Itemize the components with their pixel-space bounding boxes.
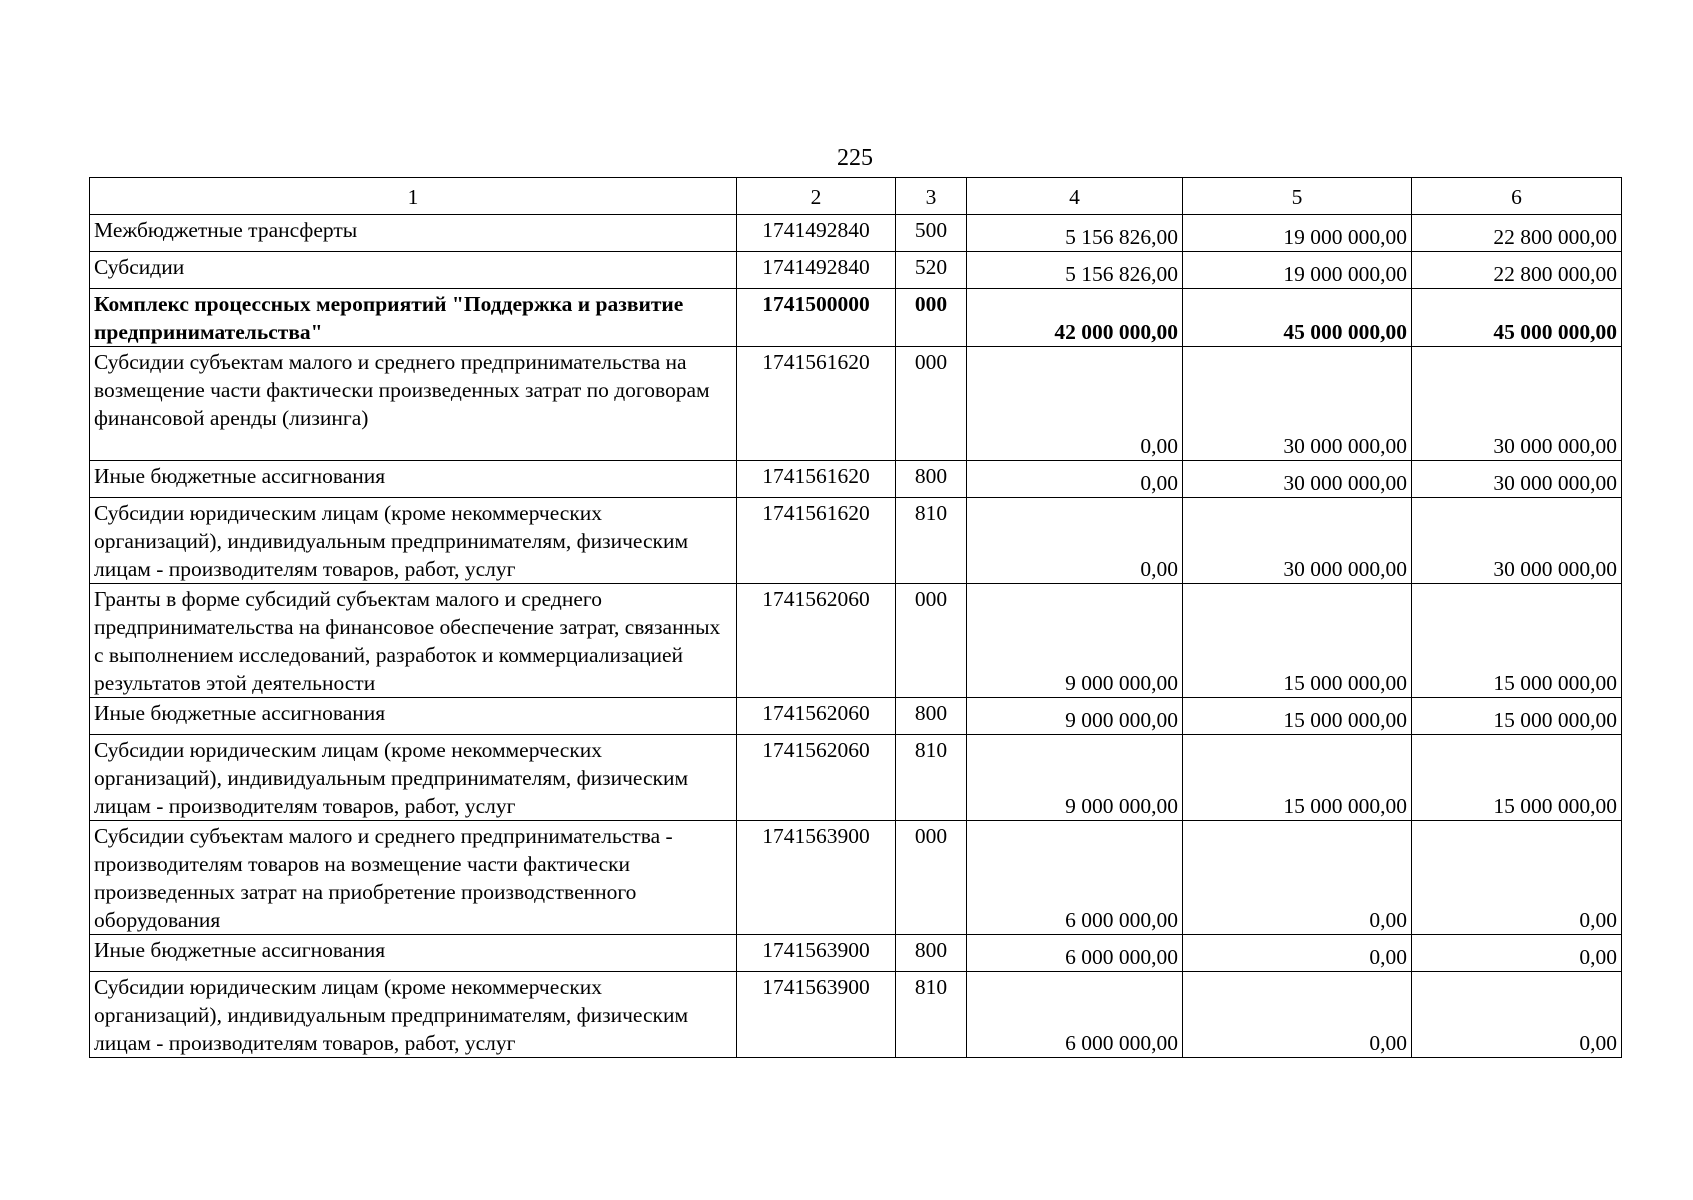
row-expense-type: 800 xyxy=(896,461,967,498)
table-row xyxy=(90,935,1622,972)
row-target-code: 1741562060 xyxy=(737,584,896,698)
row-expense-type: 810 xyxy=(896,735,967,821)
row-name: Субсидии субъектам малого и среднего предпринимательства на возмещение части фактически произведенных затрат по договорам финансовой аренды (лизинга) xyxy=(90,347,737,461)
row-value-col5: 30 000 000,00 xyxy=(1183,347,1412,461)
row-value-col4: 6 000 000,00 xyxy=(967,972,1183,1058)
row-value-col6: 30 000 000,00 xyxy=(1412,347,1622,461)
row-value-col6: 30 000 000,00 xyxy=(1412,461,1622,498)
row-value-col4: 42 000 000,00 xyxy=(967,289,1183,347)
row-expense-type: 520 xyxy=(896,252,967,289)
row-value-col5: 15 000 000,00 xyxy=(1183,584,1412,698)
row-name: Субсидии юридическим лицам (кроме некоммерческих организаций), индивидуальным предпринимателям, физическим лицам - производителям товаров, работ, услуг xyxy=(90,972,737,1058)
row-value-col5: 30 000 000,00 xyxy=(1183,498,1412,584)
row-target-code: 1741563900 xyxy=(737,935,896,972)
row-name: Иные бюджетные ассигнования xyxy=(90,461,737,498)
row-target-code: 1741561620 xyxy=(737,461,896,498)
row-value-col6: 22 800 000,00 xyxy=(1412,215,1622,252)
row-target-code: 1741563900 xyxy=(737,972,896,1058)
row-name: Субсидии xyxy=(90,252,737,289)
table-row xyxy=(90,461,1622,498)
row-value-col6: 15 000 000,00 xyxy=(1412,584,1622,698)
table-row xyxy=(90,498,1622,584)
row-value-col5: 0,00 xyxy=(1183,821,1412,935)
row-expense-type: 000 xyxy=(896,584,967,698)
table-row xyxy=(90,252,1622,289)
row-expense-type: 500 xyxy=(896,215,967,252)
row-expense-type: 800 xyxy=(896,935,967,972)
row-name: Субсидии юридическим лицам (кроме некоммерческих организаций), индивидуальным предпринимателям, физическим лицам - производителям товаров, работ, услуг xyxy=(90,735,737,821)
row-expense-type: 800 xyxy=(896,698,967,735)
row-value-col5: 15 000 000,00 xyxy=(1183,735,1412,821)
budget-table xyxy=(89,177,1622,1058)
row-value-col4: 0,00 xyxy=(967,498,1183,584)
row-value-col4: 6 000 000,00 xyxy=(967,935,1183,972)
row-value-col5: 15 000 000,00 xyxy=(1183,698,1412,735)
row-expense-type: 000 xyxy=(896,289,967,347)
row-value-col6: 0,00 xyxy=(1412,935,1622,972)
column-header-6: 6 xyxy=(1412,178,1622,215)
table-row-section xyxy=(90,289,1622,347)
row-value-col4: 9 000 000,00 xyxy=(967,735,1183,821)
row-target-code: 1741561620 xyxy=(737,347,896,461)
row-value-col4: 0,00 xyxy=(967,347,1183,461)
row-target-code: 1741562060 xyxy=(737,698,896,735)
column-header-2: 2 xyxy=(737,178,896,215)
row-name: Иные бюджетные ассигнования xyxy=(90,935,737,972)
row-value-col6: 45 000 000,00 xyxy=(1412,289,1622,347)
row-value-col6: 15 000 000,00 xyxy=(1412,698,1622,735)
row-name: Межбюджетные трансферты xyxy=(90,215,737,252)
row-value-col5: 0,00 xyxy=(1183,972,1412,1058)
row-name: Комплекс процессных мероприятий "Поддержка и развитие предпринимательства" xyxy=(90,289,737,347)
column-header-row xyxy=(90,178,1622,215)
table-row xyxy=(90,584,1622,698)
row-value-col5: 19 000 000,00 xyxy=(1183,215,1412,252)
row-target-code: 1741492840 xyxy=(737,215,896,252)
row-target-code: 1741562060 xyxy=(737,735,896,821)
row-target-code: 1741563900 xyxy=(737,821,896,935)
row-value-col5: 30 000 000,00 xyxy=(1183,461,1412,498)
row-value-col4: 9 000 000,00 xyxy=(967,698,1183,735)
row-expense-type: 000 xyxy=(896,347,967,461)
table-row xyxy=(90,821,1622,935)
page-number: 225 xyxy=(837,145,873,171)
table-row xyxy=(90,735,1622,821)
row-value-col4: 6 000 000,00 xyxy=(967,821,1183,935)
row-value-col5: 19 000 000,00 xyxy=(1183,252,1412,289)
table-row xyxy=(90,347,1622,461)
row-value-col6: 30 000 000,00 xyxy=(1412,498,1622,584)
row-value-col4: 0,00 xyxy=(967,461,1183,498)
row-name: Гранты в форме субсидий субъектам малого и среднего предпринимательства на финансовое обеспечение затрат, связанных с выполнением исследований, разработок и коммерциализацией результатов этой деятельности xyxy=(90,584,737,698)
column-header-4: 4 xyxy=(967,178,1183,215)
row-name: Субсидии юридическим лицам (кроме некоммерческих организаций), индивидуальным предпринимателям, физическим лицам - производителям товаров, работ, услуг xyxy=(90,498,737,584)
column-header-5: 5 xyxy=(1183,178,1412,215)
row-value-col6: 22 800 000,00 xyxy=(1412,252,1622,289)
table-row xyxy=(90,972,1622,1058)
row-target-code: 1741492840 xyxy=(737,252,896,289)
column-header-3: 3 xyxy=(896,178,967,215)
row-target-code: 1741500000 xyxy=(737,289,896,347)
row-value-col5: 0,00 xyxy=(1183,935,1412,972)
row-name: Иные бюджетные ассигнования xyxy=(90,698,737,735)
table-row xyxy=(90,698,1622,735)
column-header-1: 1 xyxy=(90,178,737,215)
table-row xyxy=(90,215,1622,252)
row-name: Субсидии субъектам малого и среднего предпринимательства - производителям товаров на возмещение части фактически произведенных затрат на приобретение производственного оборудования xyxy=(90,821,737,935)
row-value-col4: 9 000 000,00 xyxy=(967,584,1183,698)
row-value-col6: 0,00 xyxy=(1412,821,1622,935)
row-value-col4: 5 156 826,00 xyxy=(967,252,1183,289)
row-value-col6: 0,00 xyxy=(1412,972,1622,1058)
row-expense-type: 810 xyxy=(896,498,967,584)
row-target-code: 1741561620 xyxy=(737,498,896,584)
row-expense-type: 000 xyxy=(896,821,967,935)
row-value-col6: 15 000 000,00 xyxy=(1412,735,1622,821)
row-expense-type: 810 xyxy=(896,972,967,1058)
row-value-col4: 5 156 826,00 xyxy=(967,215,1183,252)
row-value-col5: 45 000 000,00 xyxy=(1183,289,1412,347)
